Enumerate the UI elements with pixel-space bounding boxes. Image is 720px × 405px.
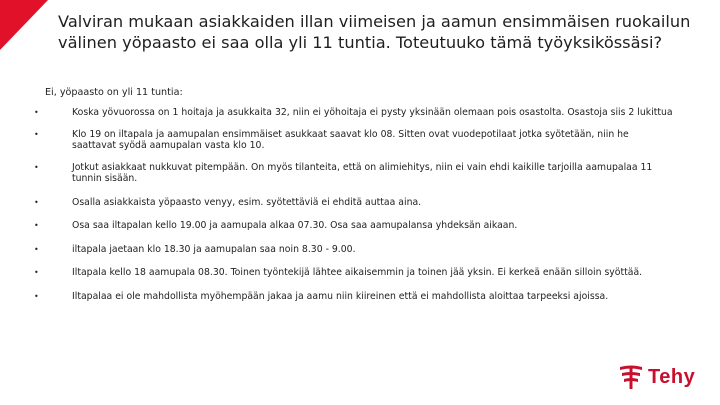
bullet-text: Klo 19 on iltapala ja aamupalan ensimmäiset asukkaat saavat klo 08. Sitten ovat vuodepotilaat jotka syötetään, niin he saattavat syödä aamupalan vasta klo 10. — [72, 128, 629, 151]
bullet-item — [34, 162, 674, 185]
bullet-item — [34, 129, 674, 152]
bullet-item — [34, 291, 674, 303]
bullet-dot: • — [34, 162, 39, 172]
bullet-item — [34, 220, 674, 232]
bullet-item — [34, 197, 674, 209]
tehy-logo-icon — [619, 364, 643, 390]
bullet-item — [34, 244, 674, 256]
bullet-text: Koska yövuorossa on 1 hoitaja ja asukkaita 32, niin ei yöhoitaja ei pysty yksinään olemaan pois osastolta. Osastoja siis 2 lukittua — [72, 107, 673, 118]
slide-subtitle: Ei, yöpaasto on yli 11 tuntia: — [45, 87, 183, 98]
bullet-text: Jotkut asiakkaat nukkuvat pitempään. On myös tilanteita, että on alimiehitys, niin ei vain ehdi kaikille tarjoilla aamupalaa 11 tunnin sisään. — [72, 161, 653, 184]
slide-title: Valviran mukaan asiakkaiden illan viimeisen ja aamun ensimmäisen ruokailun välinen yöpaasto ei saa olla yli 11 tuntia. Toteutuuko tämä työyksikössäsi? — [58, 12, 691, 52]
bullet-dot: • — [34, 244, 39, 254]
logo-text: Tehy — [648, 365, 696, 388]
bullet-text: Iltapala kello 18 aamupala 08.30. Toinen työntekijä lähtee aikaisemmin ja toinen jää yksin. Ei kerkeä enään silloin syöttää. — [72, 267, 643, 278]
bullet-dot: • — [34, 108, 39, 117]
bullet-item — [34, 107, 674, 119]
bullet-text: Iltapalaa ei ole mahdollista myöhempään jakaa ja aamu niin kiireinen että ei mahdollista aloittaa tarpeeksi ajoissa. — [72, 290, 609, 302]
bullet-text: Osa saa iltapalan kello 19.00 ja aamupala alkaa 07.30. Osa saa aamupalansa yhdeksän aikaan. — [72, 220, 518, 231]
bullet-item — [34, 267, 674, 279]
bullet-dot: • — [34, 197, 39, 207]
bullet-dot: • — [34, 268, 39, 277]
tehy-logo — [619, 362, 705, 392]
bullet-list — [34, 107, 674, 302]
bullet-dot: • — [34, 221, 39, 230]
bullet-text: Osalla asiakkaista yöpaasto venyy, esim. syötettäviä ei ehditä auttaa aina. — [72, 196, 422, 208]
bullet-text: iltapala jaetaan klo 18.30 ja aamupalan saa noin 8.30 - 9.00. — [72, 243, 356, 255]
bullet-dot: • — [34, 129, 39, 139]
corner-mark-icon — [0, 0, 50, 52]
bullet-dot: • — [34, 291, 39, 301]
